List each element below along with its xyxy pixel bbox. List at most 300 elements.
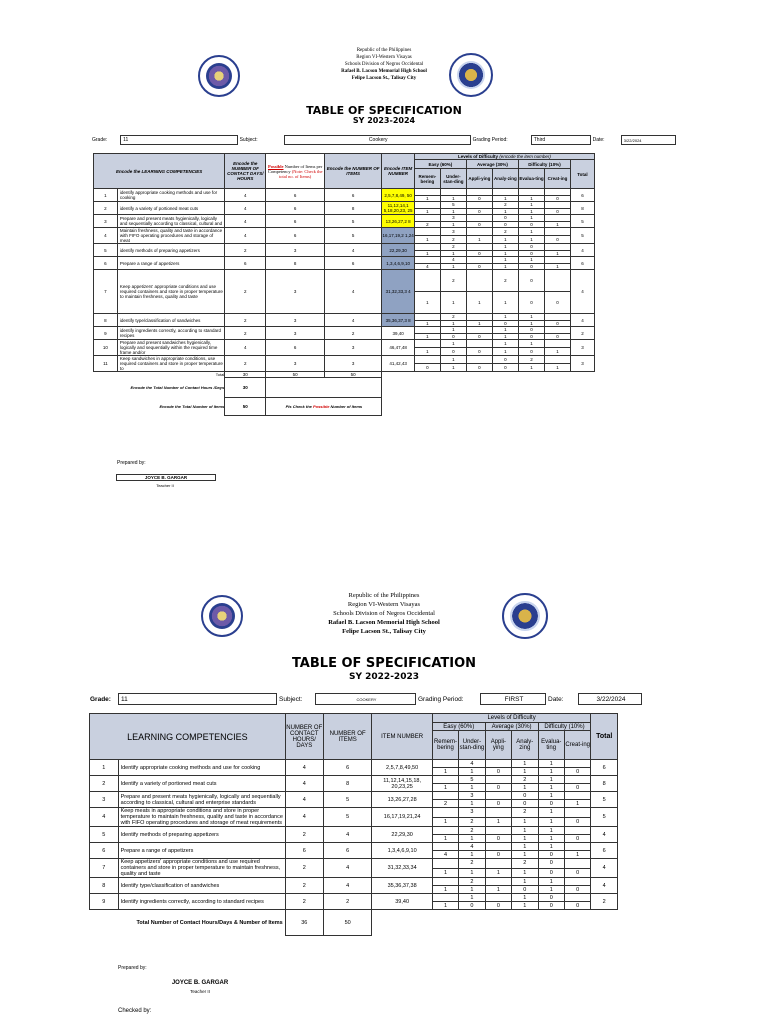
teacher-name[interactable]: JOYCE B. GARGAR (116, 474, 216, 481)
level-count: 1 (538, 886, 564, 894)
contact-days-cell: 4 (285, 808, 323, 827)
teacher-role: Teacher II (156, 483, 174, 488)
level-count[interactable]: 0 (440, 348, 466, 356)
level-count[interactable]: 1 (544, 221, 570, 228)
col-number-items: NUMBER OF ITEMS (323, 714, 372, 760)
level-count[interactable]: 0 (518, 348, 544, 356)
level-count[interactable]: 0 (492, 320, 518, 327)
level-count[interactable]: 0 (544, 320, 570, 327)
level-count-top (544, 340, 570, 348)
level-count[interactable]: 0 (466, 221, 492, 228)
sheet-2022 (0, 580, 768, 1024)
level-count[interactable]: 1 (518, 320, 544, 327)
table-row (94, 356, 595, 364)
number-items-cell[interactable]: 8 (324, 202, 381, 215)
level-count: 0 (512, 800, 538, 808)
row-number: 1 (90, 760, 119, 776)
level-count-top: 1 (492, 257, 518, 264)
row-number: 3 (94, 215, 118, 228)
competency-cell[interactable]: Prepare and present sandwiches hygienically, logically and sequentially within the required time frame and/or (117, 340, 224, 356)
possible-items-cell: 3 (266, 327, 325, 340)
competency-cell[interactable]: Prepare a range of appetizers (117, 257, 224, 270)
level-count: 1 (459, 800, 485, 808)
number-items-cell[interactable]: 4 (324, 314, 381, 327)
level-count[interactable]: 0 (466, 333, 492, 340)
level-count-top (544, 356, 570, 364)
item-number-cell[interactable]: 41,42,43 (382, 356, 415, 372)
row-total: 4 (570, 270, 594, 314)
item-number-cell: 11,12,14,15,18, 20,23,25 (372, 776, 432, 792)
level-count[interactable]: 1 (440, 208, 466, 215)
contact-days-cell[interactable]: 6 (225, 257, 266, 270)
level-count[interactable]: 0 (466, 364, 492, 372)
level-count: 1 (564, 851, 590, 859)
level-count-top (466, 228, 492, 236)
item-number-cell: 35,36,37,38 (372, 878, 432, 894)
row-total: 5 (570, 228, 594, 244)
total-header: Total (570, 160, 594, 189)
level-count[interactable]: 1 (466, 236, 492, 244)
row-total: 3 (570, 356, 594, 372)
number-items-cell[interactable]: 4 (324, 270, 381, 314)
item-number-cell: 1,3,4,6,9,10 (372, 843, 432, 859)
level-count[interactable]: 0 (492, 364, 518, 372)
page-title: TABLE OF SPECIFICATION (306, 104, 462, 117)
grade-field[interactable]: 11 (121, 136, 238, 145)
level-count: 2 (432, 800, 458, 808)
level-count[interactable]: 0 (518, 221, 544, 228)
date-field[interactable]: 3/22/2024 (579, 694, 642, 705)
level-count[interactable]: 1 (518, 208, 544, 215)
col-item-number: ITEM NUMBER (372, 714, 432, 760)
item-number-cell: 16,17,19,21,24 (372, 808, 432, 827)
level-count-top: 1 (538, 843, 564, 851)
level-count: 1 (512, 902, 538, 910)
level-count-top: 0 (518, 270, 544, 292)
row-number: 7 (90, 859, 119, 878)
contact-days-cell[interactable]: 4 (225, 215, 266, 228)
level-count-top: 3 (440, 228, 466, 236)
level-count: 1 (512, 868, 538, 878)
level-count[interactable]: 1 (414, 348, 440, 356)
number-items-cell[interactable]: 6 (324, 189, 381, 202)
total-possible: 50 (266, 372, 325, 378)
competency-cell[interactable]: Keep sandwiches in appropriate conditions, use required containers and store in proper temperature to (117, 356, 224, 372)
table-row (90, 878, 618, 886)
number-items-cell[interactable]: 2 (324, 327, 381, 340)
level-count-top (564, 894, 590, 902)
check-text-end: Number of Items (329, 404, 363, 409)
level-count[interactable]: 1 (492, 292, 518, 314)
evaluating-header: Evalua-ting (538, 731, 564, 760)
item-number-cell[interactable]: 46,47,48 (382, 340, 415, 356)
level-count[interactable]: 0 (544, 333, 570, 340)
contact-days-cell: 6 (285, 843, 323, 859)
contact-days-cell[interactable]: 2 (225, 327, 266, 340)
level-count-top (564, 878, 590, 886)
level-count[interactable]: 1 (440, 263, 466, 270)
competency-cell: Identify a variety of portioned meat cuts (118, 776, 285, 792)
level-count[interactable]: 1 (544, 364, 570, 372)
possible-text: Number of Items per Competency (267, 163, 323, 174)
period-label: Grading Period: (472, 137, 508, 143)
competency-cell: Identify appropriate cooking methods and use for cooking (118, 760, 285, 776)
contact-days-cell[interactable]: 2 (225, 270, 266, 314)
level-count: 1 (459, 851, 485, 859)
level-count[interactable]: 1 (544, 250, 570, 257)
period-field[interactable]: FIRST (481, 694, 546, 705)
table-row (90, 894, 618, 902)
level-count-top: 2 (518, 356, 544, 364)
level-count-top: 1 (440, 356, 466, 364)
level-count[interactable]: 0 (466, 348, 492, 356)
level-count-top (432, 792, 458, 800)
row-total: 4 (591, 827, 618, 843)
level-count[interactable]: 0 (544, 236, 570, 244)
level-count[interactable]: 1 (492, 208, 518, 215)
level-count: 0 (485, 851, 511, 859)
level-count-top: 1 (492, 244, 518, 251)
level-count-top (432, 760, 458, 768)
number-items-cell: 4 (323, 878, 372, 894)
item-number-cell[interactable]: 1,3,4,6,9,10 (382, 257, 415, 270)
level-count-top (432, 894, 458, 902)
contact-days-cell[interactable]: 2 (225, 356, 266, 372)
row-number: 6 (94, 257, 118, 270)
encode-days-value[interactable]: 30 (225, 378, 266, 398)
level-count: 1 (432, 835, 458, 843)
item-number-cell: 13,26,27,28 (372, 792, 432, 808)
period-field[interactable]: Third (531, 136, 590, 145)
level-count[interactable]: 0 (440, 333, 466, 340)
contact-days-cell: 2 (285, 859, 323, 878)
subject-field[interactable]: Cookery (284, 136, 470, 145)
contact-days-cell[interactable]: 4 (225, 202, 266, 215)
level-count-top: 2 (492, 202, 518, 209)
number-items-cell[interactable]: 3 (324, 340, 381, 356)
level-count: 0 (485, 902, 511, 910)
header-line: Republic of the Philippines (356, 48, 412, 53)
level-count[interactable]: 0 (466, 208, 492, 215)
prepared-by-label: Prepared by: (118, 965, 147, 971)
encode-items-value[interactable]: 50 (225, 398, 266, 416)
level-count[interactable]: 2 (440, 236, 466, 244)
competency-cell[interactable]: identify ingredients correctly, according to standard recipes (117, 327, 224, 340)
level-count-top: 4 (459, 843, 485, 851)
level-count[interactable]: 1 (440, 364, 466, 372)
level-count: 1 (512, 851, 538, 859)
level-count-top (432, 859, 458, 869)
level-count: 0 (564, 817, 590, 827)
contact-days-cell[interactable]: 4 (225, 189, 266, 202)
level-count[interactable]: 1 (518, 364, 544, 372)
row-number: 7 (94, 270, 118, 314)
easy-header: Easy (60%) (432, 723, 485, 731)
row-total: 2 (570, 327, 594, 340)
contact-days-cell[interactable]: 2 (225, 314, 266, 327)
level-count[interactable]: 1 (414, 292, 440, 314)
header-line: Region VI-Western Visayas (356, 55, 412, 60)
possible-items-cell: 3 (266, 356, 325, 372)
level-count[interactable]: 1 (544, 348, 570, 356)
row-number: 11 (94, 356, 118, 372)
total-items: 50 (324, 372, 381, 378)
level-count[interactable]: 1 (440, 292, 466, 314)
level-count[interactable]: 0 (518, 333, 544, 340)
item-number-cell[interactable]: 13,26,27,2 8 (382, 215, 415, 228)
subject-field[interactable]: COOKERY (316, 694, 416, 705)
level-count[interactable]: 1 (466, 320, 492, 327)
level-count: 0 (459, 902, 485, 910)
level-count[interactable]: 1 (492, 236, 518, 244)
level-count[interactable]: 1 (492, 195, 518, 202)
level-count-top: 1 (518, 340, 544, 348)
level-count[interactable]: 0 (544, 208, 570, 215)
competency-cell[interactable]: identify methods of preparing appetizers (117, 244, 224, 257)
level-count: 1 (459, 835, 485, 843)
remembering-header: Remem-bering (414, 169, 440, 189)
level-count[interactable]: 1 (466, 292, 492, 314)
level-count: 1 (432, 784, 458, 792)
level-count-top (485, 859, 511, 869)
level-count-top (414, 270, 440, 292)
competency-cell: Keep appetizers' appropriate conditions and use required containers and store in proper temperature to maintain freshness, quality and taste (118, 859, 285, 878)
level-count-top: 1 (512, 894, 538, 902)
level-count-top: 2 (512, 859, 538, 869)
level-count-top (564, 792, 590, 800)
teacher-role: Teacher II (190, 989, 210, 994)
competency-cell[interactable]: Prepare and present meats hygienically, logically and sequentially according to classical, cultural and (117, 215, 224, 228)
row-number: 6 (90, 843, 119, 859)
item-number-cell[interactable]: 39,40 (382, 327, 415, 340)
check-possible: Possible (312, 404, 330, 409)
row-number: 9 (94, 327, 118, 340)
level-count: 1 (459, 768, 485, 776)
level-count-top: 3 (459, 792, 485, 800)
number-items-cell: 5 (323, 792, 372, 808)
item-number-cell[interactable]: 35,36,37,3 8 (382, 314, 415, 327)
specification-table (89, 713, 618, 936)
school-header (0, 47, 768, 82)
level-count[interactable]: 1 (440, 195, 466, 202)
item-number-cell[interactable]: 2,5,7,8,49, 50 (382, 189, 415, 202)
level-count[interactable]: 0 (544, 195, 570, 202)
number-items-cell[interactable]: 6 (324, 257, 381, 270)
level-count-top (564, 843, 590, 851)
level-count[interactable]: 1 (414, 333, 440, 340)
competency-cell[interactable]: identify type/classification of sandwiches (117, 314, 224, 327)
level-count[interactable]: 0 (544, 292, 570, 314)
item-number-cell[interactable]: 22,29,30 (382, 244, 415, 257)
level-count-top: 0 (518, 244, 544, 251)
level-count-top (564, 776, 590, 784)
level-count-top (485, 808, 511, 818)
level-count-top: 0 (512, 792, 538, 800)
level-count-top (414, 228, 440, 236)
school-year: SY 2023-2024 (352, 116, 416, 125)
level-count[interactable]: 1 (440, 221, 466, 228)
table-row (90, 760, 618, 768)
level-count-top: 1 (518, 228, 544, 236)
number-items-cell[interactable]: 5 (324, 228, 381, 244)
school-address: Felipe Lacson St., Talisay City (342, 628, 426, 635)
col-item-number: Encode ITEM NUMBER (382, 154, 415, 189)
level-count: 1 (485, 868, 511, 878)
level-count-top (485, 827, 511, 835)
level-count[interactable]: 1 (492, 348, 518, 356)
levels-note: (encode the item number) (499, 154, 551, 159)
creating-header: Creat-ing (544, 169, 570, 189)
level-count-top: 1 (512, 760, 538, 768)
level-count[interactable]: 1 (414, 195, 440, 202)
level-count: 1 (485, 886, 511, 894)
check-possible-note (266, 398, 382, 416)
item-number-cell: 31,32,33,34 (372, 859, 432, 878)
level-count-top (414, 356, 440, 364)
number-items-cell: 2 (323, 894, 372, 910)
header-line: Schools Division of Negros Occidental (344, 62, 424, 67)
table-row (90, 792, 618, 800)
level-count[interactable]: 1 (518, 195, 544, 202)
row-total: 6 (591, 843, 618, 859)
row-number: 4 (94, 228, 118, 244)
level-count[interactable]: 1 (414, 250, 440, 257)
total-header: Total (591, 714, 618, 760)
understanding-header: Under-stan-ding (459, 731, 485, 760)
grade-field[interactable]: 11 (119, 694, 277, 705)
competency-cell: Keep meats in appropriate conditions and store in proper temperature to maintain freshness, quality and taste in accordance with FIFO operating procedures and storage of meat requirements (118, 808, 285, 827)
meta-row (88, 693, 642, 705)
table-row (90, 808, 618, 818)
row-total: 4 (570, 244, 594, 257)
level-count: 1 (538, 784, 564, 792)
level-count: 0 (538, 868, 564, 878)
levels-header: Levels of Difficulty (432, 714, 591, 723)
item-number-cell[interactable]: 31,32,33,3 4 (382, 270, 415, 314)
level-count[interactable]: 1 (440, 320, 466, 327)
row-total: 5 (570, 215, 594, 228)
row-number: 5 (90, 827, 119, 843)
competency-cell: Identify methods of preparing appetizers (118, 827, 285, 843)
row-number: 3 (90, 792, 119, 808)
competency-cell[interactable]: Maintain freshness, quality and taste in accordance with FIFO operating procedures and storage of meat (117, 228, 224, 244)
level-count[interactable]: 1 (492, 250, 518, 257)
table-row (90, 843, 618, 851)
possible-note: (Note: Check the total no. of Items) (279, 168, 323, 179)
date-field[interactable]: 3/22/2024 (621, 136, 675, 145)
level-count: 0 (564, 868, 590, 878)
contact-days-cell[interactable]: 4 (225, 340, 266, 356)
table-row (94, 270, 595, 292)
number-items-cell: 4 (323, 859, 372, 878)
level-count[interactable]: 1 (492, 263, 518, 270)
level-count[interactable]: 1 (414, 236, 440, 244)
level-count-top: 4 (459, 760, 485, 768)
level-count[interactable]: 0 (466, 250, 492, 257)
level-count: 1 (459, 784, 485, 792)
level-count[interactable]: 0 (518, 263, 544, 270)
level-count-top: 0 (492, 215, 518, 222)
contact-days-cell[interactable]: 2 (225, 244, 266, 257)
total-label: Total (215, 372, 225, 378)
level-count-top (432, 878, 458, 886)
level-count: 1 (512, 784, 538, 792)
level-count[interactable]: 0 (466, 263, 492, 270)
row-number: 8 (90, 878, 119, 894)
level-count[interactable]: 1 (414, 320, 440, 327)
level-count-top: 1 (538, 808, 564, 818)
level-count: 0 (564, 768, 590, 776)
level-count: 2 (459, 817, 485, 827)
level-count-top: 1 (538, 878, 564, 886)
row-total: 3 (570, 340, 594, 356)
level-count[interactable]: 1 (492, 333, 518, 340)
applying-header: Appli-ying (485, 731, 511, 760)
page-title: TABLE OF SPECIFICATION (291, 656, 477, 671)
level-count[interactable]: 1 (414, 208, 440, 215)
level-count-top (485, 894, 511, 902)
number-items-cell[interactable]: 5 (324, 215, 381, 228)
header-line: Republic of the Philippines (348, 592, 420, 599)
level-count: 1 (538, 817, 564, 827)
level-count-top: 1 (518, 215, 544, 222)
competency-cell: Prepare and present meats hygienically, logically and sequentially according to classical, cultural and enterprise standards (118, 792, 285, 808)
number-items-cell[interactable]: 4 (324, 244, 381, 257)
level-count[interactable]: 0 (492, 221, 518, 228)
col-competencies: Encode the LEARNING COMPETENCIES (94, 154, 225, 189)
contact-days-cell: 2 (285, 894, 323, 910)
row-total: 4 (570, 314, 594, 327)
level-count[interactable]: 0 (518, 292, 544, 314)
meta-row (90, 135, 676, 145)
table-row (94, 340, 595, 348)
number-items-cell[interactable]: 3 (324, 356, 381, 372)
level-count: 1 (459, 868, 485, 878)
level-count: 1 (459, 886, 485, 894)
possible-word: Possible (268, 163, 284, 169)
competency-cell[interactable]: identify a variety of portioned meat cuts (117, 202, 224, 215)
remembering-header: Remem-bering (432, 731, 458, 760)
school-year: SY 2022-2023 (349, 672, 419, 682)
number-items-cell: 8 (323, 776, 372, 792)
level-count-top: 2 (459, 827, 485, 835)
level-count[interactable]: 1 (544, 263, 570, 270)
level-count[interactable]: 1 (440, 250, 466, 257)
level-count: 1 (512, 835, 538, 843)
level-count[interactable]: 4 (414, 263, 440, 270)
level-count: 0 (564, 835, 590, 843)
school-address: Felipe Lacson St., Talisay City (351, 76, 417, 81)
item-number-cell[interactable]: 11,12,14,1 5,18,20,23, 25 (383, 203, 413, 213)
level-count: 1 (485, 817, 511, 827)
competency-cell[interactable]: identify appropriate cooking methods and use for cooking (117, 189, 224, 202)
average-header: Average (30%) (466, 160, 518, 169)
level-count: 0 (538, 851, 564, 859)
level-count[interactable]: 0 (518, 250, 544, 257)
level-count[interactable]: 2 (414, 221, 440, 228)
level-count[interactable]: 1 (518, 236, 544, 244)
encode-items-label: Encode the Total Number of Items (159, 404, 225, 409)
level-count[interactable]: 0 (466, 195, 492, 202)
item-number-cell: 22,29,30 (372, 827, 432, 843)
level-count[interactable]: 0 (414, 364, 440, 372)
total-items: 50 (323, 910, 372, 936)
contact-days-cell[interactable]: 4 (225, 228, 266, 244)
level-count: 0 (485, 784, 511, 792)
item-number-cell[interactable]: 16,17,19,2 1,24 (382, 228, 415, 244)
item-number-cell: 2,5,7,8,49,50 (372, 760, 432, 776)
competency-cell[interactable]: Keep appetizers' appropriate conditions and use required containers and store in proper temperature to maintain freshness, quality and taste (117, 270, 224, 314)
